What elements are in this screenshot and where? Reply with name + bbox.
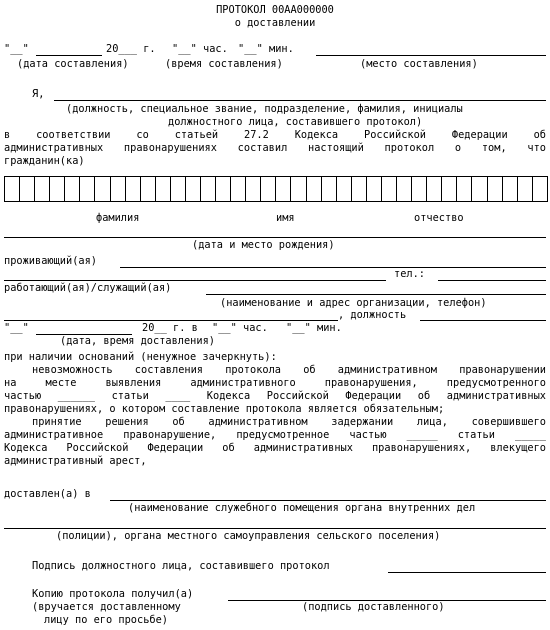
name-grid-cell[interactable] — [156, 177, 171, 201]
name-grid-cell[interactable] — [457, 177, 472, 201]
caption-police: (полиции), органа местного самоуправления сельского поселения) — [56, 530, 441, 542]
residing-line-2[interactable] — [4, 280, 386, 281]
name-grid-cell[interactable] — [442, 177, 457, 201]
name-grid-cell[interactable] — [246, 177, 261, 201]
name-grid-cell[interactable] — [397, 177, 412, 201]
copy-note-2: лицу по его просьбе) — [44, 614, 168, 626]
name-grid-cell[interactable] — [291, 177, 306, 201]
date-year-label: 20___ г. — [106, 43, 156, 55]
caption-surname: фамилия — [96, 212, 140, 224]
caption-date: (дата составления) — [17, 58, 129, 70]
name-grid-cell[interactable] — [80, 177, 95, 201]
position-line[interactable] — [420, 320, 546, 321]
name-grid-cell[interactable] — [186, 177, 201, 201]
caption-delivery: (дата, время доставления) — [60, 335, 215, 347]
caption-org: (наименование и адрес организации, телефон) — [220, 297, 487, 309]
name-grid-cell[interactable] — [337, 177, 352, 201]
protocol-subtitle: о доставлении — [234, 17, 316, 29]
intro-paragraph: в соответствии со статьей 27.2 Кодекса Российской Федерации об административных правонарушениях составил настоящий протокол о том, что гражданин(ка) — [4, 129, 546, 167]
delivery-minute-field[interactable]: "__" мин. — [286, 322, 342, 334]
name-grid-cell[interactable] — [126, 177, 141, 201]
name-grid-cell[interactable] — [141, 177, 156, 201]
delivered-label: доставлен(а) в — [4, 488, 91, 500]
officer-ya: Я, — [32, 88, 45, 100]
officer-caption-2: должностного лица, составившего протокол) — [168, 116, 423, 128]
position-label: , должность — [338, 309, 407, 321]
protocol-title: ПРОТОКОЛ 00АА000000 — [216, 4, 334, 16]
delivery-year-label: 20__ г. в — [142, 322, 198, 334]
copy-note-1: (вручается доставленному — [32, 601, 181, 613]
birth-line[interactable] — [4, 237, 546, 238]
name-grid-cell[interactable] — [488, 177, 503, 201]
delivery-hour-field[interactable]: "__" час. — [212, 322, 268, 334]
officer-line[interactable] — [54, 100, 546, 101]
caption-premises: (наименование служебного помещения органа внутренних дел — [128, 502, 476, 514]
working-line[interactable] — [206, 294, 546, 295]
copy-received-label: Копию протокола получил(а) — [32, 588, 194, 600]
caption-name: имя — [276, 212, 295, 224]
minute-field[interactable]: "__" мин. — [238, 43, 294, 55]
name-grid-cell[interactable] — [231, 177, 246, 201]
name-grid-cell[interactable] — [216, 177, 231, 201]
caption-sign-delivered: (подпись доставленного) — [302, 601, 445, 613]
residing-label: проживающий(ая) — [4, 255, 97, 267]
police-line[interactable] — [4, 528, 546, 529]
name-grid-cell[interactable] — [276, 177, 291, 201]
sign-officer-line[interactable] — [388, 572, 546, 573]
name-grid-cell[interactable] — [171, 177, 186, 201]
name-grid-cell[interactable] — [35, 177, 50, 201]
ground-paragraph-2: принятие решения об административном задержании лица, совершившего административное правонарушение, предусмотренное частью _____ статьи _____ Кодекса Российской Федерации об административных правонарушениях, влекущего административный арест, — [4, 416, 546, 467]
name-grid-cell[interactable] — [111, 177, 126, 201]
name-grid-cell[interactable] — [201, 177, 216, 201]
name-grid-cell[interactable] — [322, 177, 337, 201]
date-month-line[interactable] — [36, 55, 102, 56]
name-grid-cell[interactable] — [503, 177, 518, 201]
name-grid-cell[interactable] — [261, 177, 276, 201]
officer-caption-1: (должность, специальное звание, подразделение, фамилия, инициалы — [66, 103, 463, 115]
date-day-field[interactable]: "__" — [4, 43, 29, 55]
phone-label: тел.: — [394, 268, 425, 280]
caption-patronymic: отчество — [414, 212, 464, 224]
name-grid-cell[interactable] — [95, 177, 110, 201]
name-grid-cell[interactable] — [518, 177, 533, 201]
caption-time: (время составления) — [165, 58, 283, 70]
name-grid-cell[interactable] — [50, 177, 65, 201]
name-grid-cell[interactable] — [427, 177, 442, 201]
residing-line[interactable] — [120, 267, 546, 268]
name-grid-cell[interactable] — [472, 177, 487, 201]
name-grid-cell[interactable] — [412, 177, 427, 201]
name-grid-cell[interactable] — [533, 177, 547, 201]
caption-birth: (дата и место рождения) — [192, 239, 335, 251]
delivered-line[interactable] — [110, 500, 546, 501]
hour-field[interactable]: "__" час. — [172, 43, 228, 55]
name-grid[interactable] — [4, 176, 548, 202]
sign-officer-label: Подпись должностного лица, составившего протокол — [32, 560, 330, 572]
name-grid-cell[interactable] — [5, 177, 20, 201]
name-grid-cell[interactable] — [367, 177, 382, 201]
name-grid-cell[interactable] — [307, 177, 322, 201]
ground-paragraph-1: невозможность составления протокола об административном правонарушении на месте выявления административного правонарушения, предусмотренного частью ______ статьи ____ Кодекса Российской Федерации об административных правонарушениях, о котором составление протокола является обязательным; — [4, 364, 546, 415]
name-grid-cell[interactable] — [352, 177, 367, 201]
name-grid-cell[interactable] — [65, 177, 80, 201]
grounds-heading: при наличии оснований (ненужное зачеркнуть): — [4, 351, 277, 363]
delivery-day-field[interactable]: "__" — [4, 322, 29, 334]
name-grid-cell[interactable] — [20, 177, 35, 201]
caption-place: (место составления) — [360, 58, 478, 70]
working-label: работающий(ая)/служащий(ая) — [4, 282, 172, 294]
name-grid-cell[interactable] — [382, 177, 397, 201]
phone-line[interactable] — [438, 280, 546, 281]
place-line[interactable] — [316, 55, 546, 56]
org-line-2[interactable] — [4, 320, 338, 321]
